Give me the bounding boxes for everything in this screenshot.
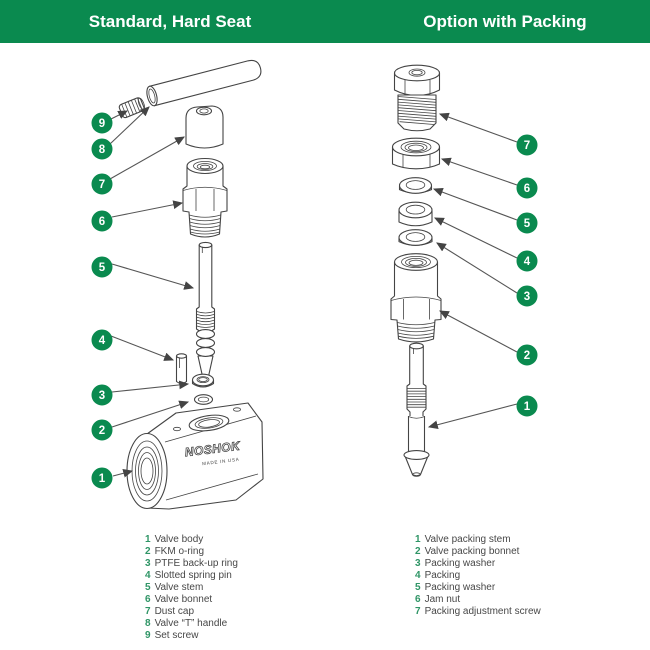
packing-part xyxy=(399,202,432,226)
valve-packing-bonnet-part xyxy=(391,254,441,342)
svg-text:8: 8 xyxy=(98,144,106,156)
brand-marking: NOSHOK xyxy=(184,438,241,460)
legend-item: 4 Slotted spring pin xyxy=(145,570,232,581)
packing-washer-lower-part xyxy=(399,230,432,246)
packing-washer-upper-part xyxy=(400,178,432,194)
svg-text:5: 5 xyxy=(98,262,106,274)
left-callout-2 xyxy=(92,420,112,440)
left-callout-9 xyxy=(92,113,112,133)
legend-item: 5 Packing washer xyxy=(415,582,496,593)
svg-text:6: 6 xyxy=(98,216,106,228)
svg-text:9: 9 xyxy=(98,118,106,130)
left-legend xyxy=(145,534,395,642)
slotted-spring-pin-part xyxy=(177,354,187,384)
legend-item: 2 Valve packing bonnet xyxy=(415,546,520,557)
legend-item: 1 Valve packing stem xyxy=(415,534,511,545)
legend-item: 7 Packing adjustment screw xyxy=(415,606,541,617)
legend-item: 2 FKM o-ring xyxy=(145,546,205,557)
svg-text:3: 3 xyxy=(523,291,531,303)
right-callout-arrows xyxy=(429,114,517,427)
legend-item: 1 Valve body xyxy=(145,534,204,545)
svg-text:6: 6 xyxy=(523,183,531,195)
svg-text:7: 7 xyxy=(98,179,106,191)
right-legend xyxy=(415,534,650,618)
ptfe-backup-ring-part xyxy=(193,374,214,387)
left-callout-5 xyxy=(92,257,112,277)
valve-body-part xyxy=(127,403,263,509)
legend-item: 3 Packing washer xyxy=(415,558,496,569)
dust-cap-part xyxy=(186,106,223,148)
legend-item: 7 Dust cap xyxy=(145,606,195,617)
svg-text:7: 7 xyxy=(523,140,531,152)
svg-text:4: 4 xyxy=(523,256,531,268)
right-callout-4 xyxy=(517,251,537,271)
left-callout-8 xyxy=(92,139,112,159)
legend-item: 8 Valve “T” handle xyxy=(145,618,228,629)
packing-adjustment-screw-part xyxy=(395,65,440,131)
standard-hard-seat-diagram xyxy=(92,58,263,509)
left-callout-1 xyxy=(92,468,112,488)
svg-text:2: 2 xyxy=(523,350,531,362)
right-callout-1 xyxy=(517,396,537,416)
svg-text:1: 1 xyxy=(523,401,531,413)
left-callout-3 xyxy=(92,385,112,405)
left-callout-7 xyxy=(92,174,112,194)
right-section-title: Option with Packing xyxy=(423,12,587,31)
left-callout-4 xyxy=(92,330,112,350)
set-screw-part xyxy=(118,96,146,118)
legend-item: 6 Valve bonnet xyxy=(145,594,213,605)
valve-t-handle-part xyxy=(145,58,263,107)
fkm-o-ring-part xyxy=(195,395,213,405)
legend-item: 3 PTFE back-up ring xyxy=(145,558,238,569)
option-with-packing-diagram xyxy=(391,65,537,476)
svg-text:5: 5 xyxy=(523,218,531,230)
jam-nut-part xyxy=(393,138,440,169)
legend-item: 4 Packing xyxy=(415,570,461,581)
right-callout-7 xyxy=(517,135,537,155)
svg-text:1: 1 xyxy=(98,473,106,485)
right-callout-6 xyxy=(517,178,537,198)
right-callout-3 xyxy=(517,286,537,306)
right-callout-5 xyxy=(517,213,537,233)
right-callout-2 xyxy=(517,345,537,365)
legend-item: 9 Set screw xyxy=(145,630,199,641)
left-callout-6 xyxy=(92,211,112,231)
legend-item: 5 Valve stem xyxy=(145,582,204,593)
valve-bonnet-part xyxy=(183,159,227,238)
svg-text:3: 3 xyxy=(98,390,106,402)
legend-item: 6 Jam nut xyxy=(415,594,461,605)
valve-stem-part xyxy=(197,242,215,378)
origin-marking: MADE IN USA xyxy=(201,456,240,467)
svg-text:4: 4 xyxy=(98,335,106,347)
svg-text:2: 2 xyxy=(98,425,106,437)
left-section-title: Standard, Hard Seat xyxy=(88,12,252,31)
valve-packing-stem-part xyxy=(404,343,429,476)
